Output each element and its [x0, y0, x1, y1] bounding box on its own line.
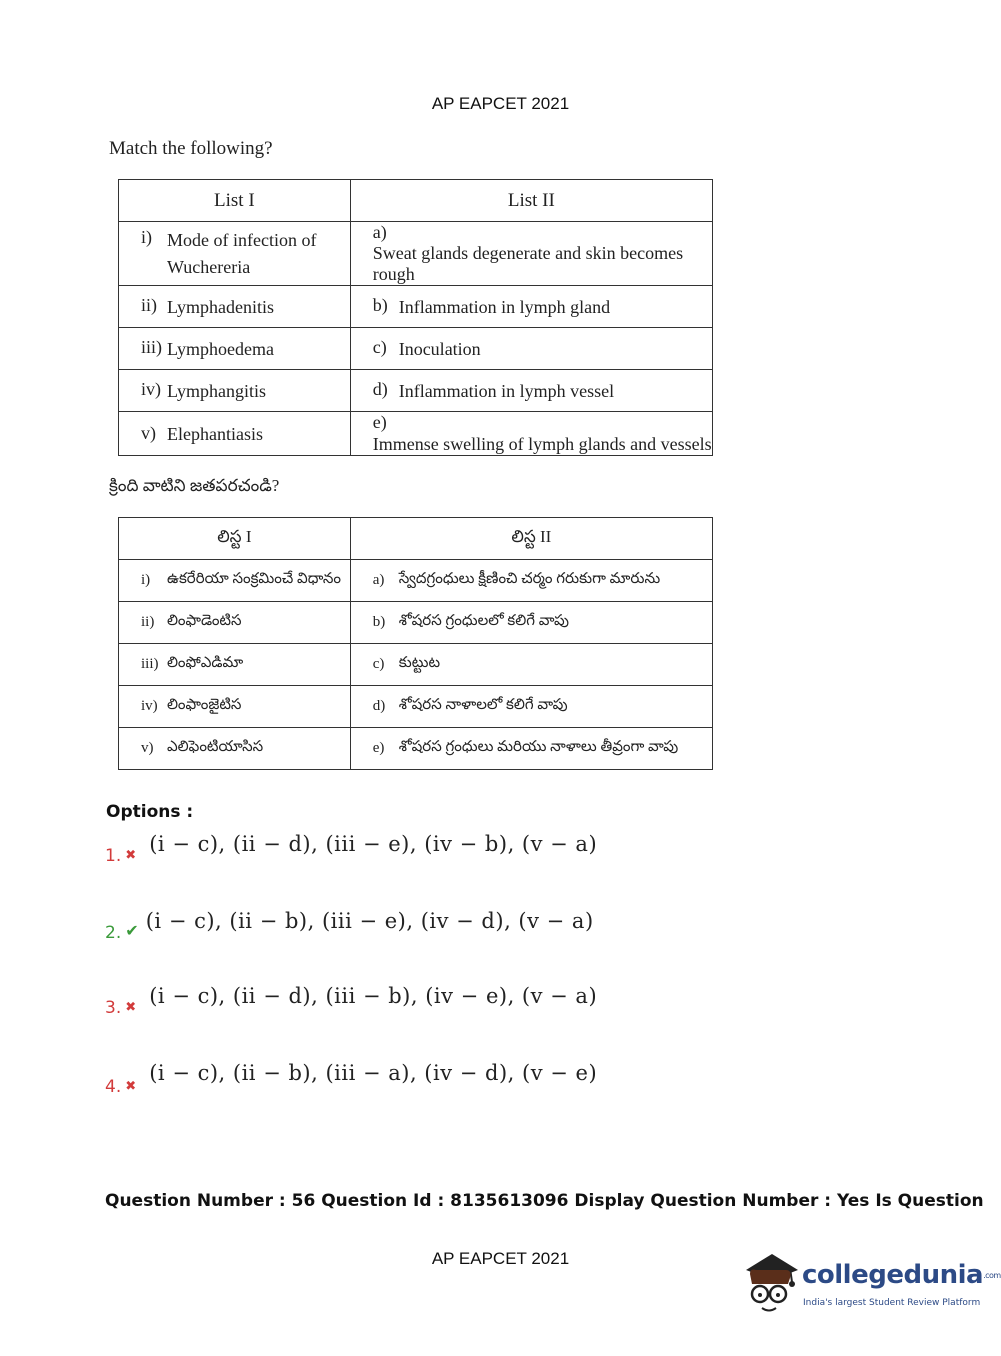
list1-cell — [119, 328, 351, 370]
list1-text-continued: Wuchereria — [167, 256, 251, 277]
list1-text: Elephantiasis — [167, 423, 263, 444]
table-header-row — [119, 518, 713, 560]
question-prompt-telugu: క్రింది వాటిని జతపరచండి? — [109, 476, 280, 495]
list1-text: Lymphadenitis — [167, 296, 274, 317]
wrong-mark-icon: ✖ — [125, 1000, 137, 1015]
table-row — [119, 728, 713, 770]
list2-cell — [350, 412, 712, 456]
row-number: v) — [141, 739, 154, 756]
list2-cell — [350, 222, 712, 286]
table-row — [119, 560, 713, 602]
list2-text: స్వేదగ్రంధులు క్షీణించి చర్మం గరుకుగా మారును — [398, 570, 661, 587]
list1-cell — [119, 412, 351, 456]
option-number: 3. — [105, 998, 122, 1018]
list1-cell — [119, 686, 351, 728]
list2-cell — [350, 728, 712, 770]
list1-text: లింఫోఎడిమా — [167, 654, 244, 671]
list2-cell — [350, 686, 712, 728]
list2-cell — [350, 602, 712, 644]
options-title: Options : — [106, 802, 194, 822]
row-number: v) — [141, 422, 156, 443]
list2-header: List II — [350, 180, 712, 222]
row-letter: a) — [372, 222, 387, 242]
row-number: i) — [141, 226, 152, 247]
list2-text: శోషరస గ్రంధులలో కలిగే వాపు — [398, 612, 569, 629]
row-letter: b) — [372, 613, 386, 630]
list1-text: లింఫాంజైటిస — [167, 696, 242, 713]
option-text: (i − c), (ii − d), (iii − b), (iv − e), (v − a) — [149, 984, 598, 1008]
page-footer: AP EAPCET 2021 — [431, 1249, 570, 1268]
table-row — [119, 370, 713, 412]
row-number: iv) — [141, 379, 161, 400]
row-number: iv) — [141, 697, 158, 714]
option-number: 4. — [105, 1077, 122, 1097]
list2-text: శోషరస గ్రంధులు మరియు నాళాలు తీవ్రంగా వాపు — [398, 738, 679, 755]
list1-text: Mode of infection of — [167, 229, 317, 250]
list1-text: లింఫాడెంటిస — [167, 612, 242, 629]
list1-header: లిస్ట I — [119, 518, 351, 560]
table-row — [119, 328, 713, 370]
row-letter: e) — [372, 412, 387, 432]
list2-text: Inflammation in lymph vessel — [398, 380, 615, 401]
logo-com: .com — [983, 1271, 1001, 1280]
row-letter: d) — [372, 379, 388, 400]
mascot-icon — [742, 1250, 800, 1316]
row-number: ii) — [141, 613, 155, 630]
list1-cell — [119, 222, 351, 286]
list1-cell — [119, 370, 351, 412]
logo-wordmark: collegedunia — [802, 1260, 984, 1290]
list2-text: Inflammation in lymph gland — [398, 296, 611, 317]
question-prompt-english: Match the following? — [109, 138, 273, 159]
table-row — [119, 602, 713, 644]
list1-cell — [119, 644, 351, 686]
list2-text: Sweat glands degenerate and skin becomes rough — [372, 243, 684, 284]
row-number: iii) — [141, 337, 162, 358]
page-header: AP EAPCET 2021 — [431, 94, 570, 113]
option-text: (i − c), (ii − d), (iii − e), (iv − b), (v − a) — [149, 832, 598, 856]
list1-cell — [119, 286, 351, 328]
option-1[interactable] — [105, 832, 598, 866]
match-table-english — [118, 179, 713, 456]
list2-cell — [350, 328, 712, 370]
list1-cell — [119, 560, 351, 602]
list2-cell — [350, 644, 712, 686]
question-meta: Question Number : 56 Question Id : 8135613096 Display Question Number : Yes Is Question — [105, 1191, 984, 1211]
table-row — [119, 222, 713, 286]
table-row — [119, 286, 713, 328]
row-letter: e) — [372, 739, 385, 756]
row-number: i) — [141, 571, 151, 588]
list2-header: లిస్ట II — [350, 518, 712, 560]
list2-cell — [350, 370, 712, 412]
row-number: ii) — [141, 295, 157, 316]
list2-cell — [350, 286, 712, 328]
list2-text: Immense swelling of lymph glands and vessels — [372, 434, 712, 455]
list2-text: Inoculation — [398, 338, 481, 359]
wrong-mark-icon: ✖ — [125, 1079, 137, 1094]
row-number: iii) — [141, 655, 159, 672]
row-letter: b) — [372, 295, 388, 316]
list1-text: ఉకరేరియా సంక్రమించే విధానం — [167, 570, 341, 587]
table-row — [119, 412, 713, 456]
list2-text: శోషరస నాళాలలో కలిగే వాపు — [398, 696, 568, 713]
row-letter: a) — [372, 571, 385, 588]
row-letter: c) — [372, 655, 385, 672]
row-letter: d) — [372, 697, 386, 714]
option-text: (i − c), (ii − b), (iii − e), (iv − d), (v − a) — [145, 909, 594, 933]
collegedunia-logo[interactable] — [742, 1250, 1001, 1320]
list1-cell — [119, 602, 351, 644]
match-table-telugu — [118, 517, 713, 770]
option-text: (i − c), (ii − b), (iii − a), (iv − d), (v − e) — [149, 1061, 598, 1085]
option-number: 2. — [105, 923, 122, 943]
list1-text: Lymphangitis — [167, 380, 266, 401]
list1-header: List I — [119, 180, 351, 222]
option-2[interactable] — [105, 909, 594, 943]
table-header-row — [119, 180, 713, 222]
option-number: 1. — [105, 846, 122, 866]
list2-text: కుట్టుట — [398, 654, 441, 671]
option-4[interactable] — [105, 1061, 598, 1097]
correct-check-icon: ✔ — [125, 921, 139, 940]
list1-cell — [119, 728, 351, 770]
table-row — [119, 644, 713, 686]
table-row — [119, 686, 713, 728]
list1-text: ఎలిఫెంటియాసిస — [167, 738, 264, 755]
option-3[interactable] — [105, 984, 598, 1018]
logo-tagline: India's largest Student Review Platform — [803, 1298, 981, 1308]
row-letter: c) — [372, 337, 387, 358]
list2-cell — [350, 560, 712, 602]
list1-text: Lymphoedema — [167, 338, 274, 359]
wrong-mark-icon: ✖ — [125, 848, 137, 863]
